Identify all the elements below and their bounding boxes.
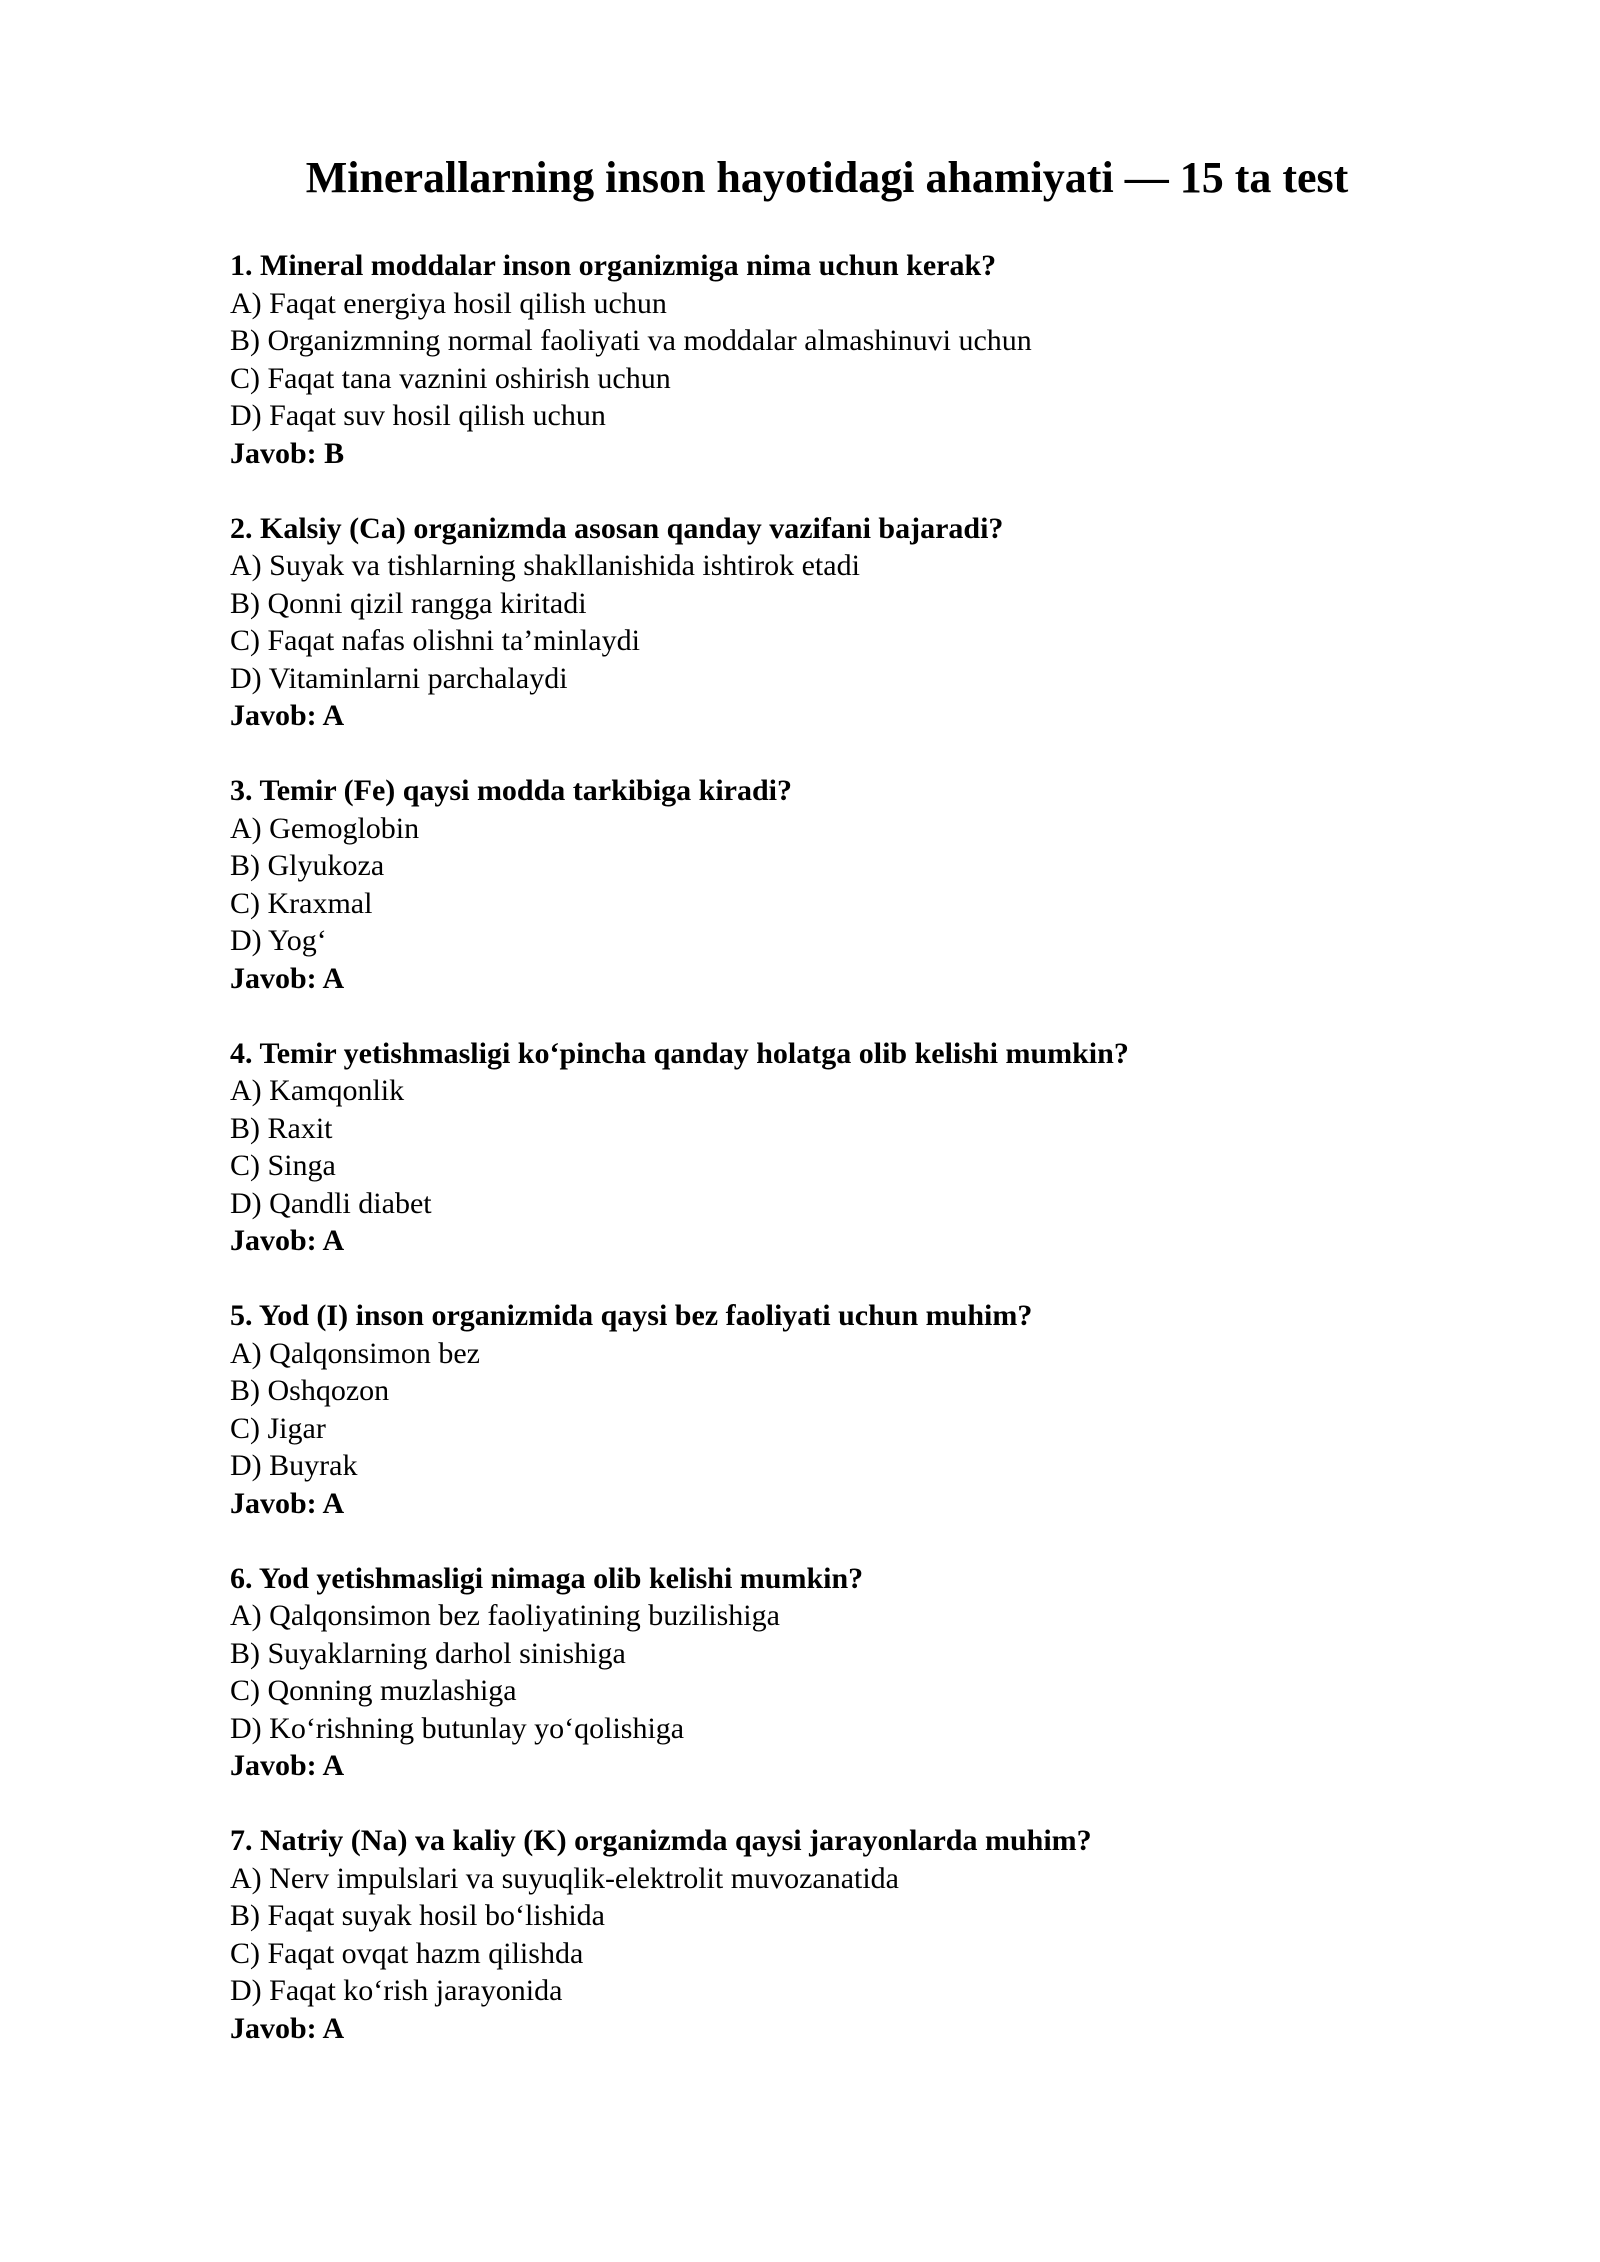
answer-line: Javob: A [230,1749,345,1782]
question-text: 4. Temir yetishmasligi ko‘pincha qanday holatga olib kelishi mumkin? [230,1036,1129,1070]
question-block-2 [230,510,1430,735]
question-block-1 [230,247,1430,472]
question-text: 7. Natriy (Na) va kaliy (K) organizmda qaysi jarayonlarda muhim? [230,1824,1092,1857]
option-d: D) Buyrak [230,1449,358,1482]
question-text: 5. Yod (I) inson organizmida qaysi bez faoliyati uchun muhim? [230,1299,1033,1332]
question-list [230,247,1430,2085]
option-b: B) Glyukoza [230,849,385,882]
option-b: B) Suyaklarning darhol sinishiga [230,1636,626,1670]
document-title: Minerallarning inson hayotidagi ahamiyati — 15 ta test [305,153,1349,202]
option-b: B) Organizmning normal faoliyati va moddalar almashinuvi uchun [230,324,1032,357]
option-c: C) Qonning muzlashiga [230,1674,517,1707]
option-d: D) Yog‘ [230,924,327,957]
option-d: D) Qandli diabet [230,1186,432,1220]
question-block-4 [230,1035,1430,1260]
option-c: C) Faqat ovqat hazm qilishda [230,1936,584,1970]
option-a: A) Faqat energiya hosil qilish uchun [230,286,667,320]
option-c: C) Kraxmal [230,886,373,920]
question-text: 6. Yod yetishmasligi nimaga olib kelishi mumkin? [230,1561,864,1595]
question-block-6 [230,1560,1430,1785]
answer-line: Javob: A [230,2011,345,2045]
option-c: C) Faqat tana vaznini oshirish uchun [230,361,671,395]
answer-line: Javob: A [230,1224,345,1257]
option-b: B) Faqat suyak hosil bo‘lishida [230,1899,605,1932]
option-a: A) Qalqonsimon bez faoliyatining buzilishiga [230,1599,780,1632]
option-c: C) Faqat nafas olishni ta’minlaydi [230,624,640,657]
option-a: A) Gemoglobin [230,811,420,845]
answer-line: Javob: B [230,436,345,470]
answer-line: Javob: A [230,1486,345,1520]
question-text: 3. Temir (Fe) qaysi modda tarkibiga kiradi? [230,774,793,807]
question-block-3 [230,772,1430,997]
question-block-7 [230,1822,1430,2047]
option-a: A) Kamqonlik [230,1074,405,1107]
answer-line: Javob: A [230,961,345,995]
question-text: 1. Mineral moddalar inson organizmiga nima uchun kerak? [230,249,997,282]
option-d: D) Ko‘rishning butunlay yo‘qolishiga [230,1711,685,1745]
option-d: D) Vitaminlarni parchalaydi [230,661,568,695]
option-a: A) Nerv impulslari va suyuqlik-elektrolit muvozanatida [230,1861,899,1895]
option-b: B) Qonni qizil rangga kiritadi [230,586,587,620]
answer-line: Javob: A [230,699,345,732]
option-c: C) Jigar [230,1411,326,1445]
option-a: A) Qalqonsimon bez [230,1336,480,1370]
option-a: A) Suyak va tishlarning shakllanishida ishtirok etadi [230,549,860,582]
question-text: 2. Kalsiy (Ca) organizmda asosan qanday vazifani bajaradi? [230,511,1004,545]
option-c: C) Singa [230,1149,336,1182]
option-d: D) Faqat ko‘rish jarayonida [230,1974,563,2007]
option-d: D) Faqat suv hosil qilish uchun [230,399,606,432]
option-b: B) Raxit [230,1111,333,1145]
option-b: B) Oshqozon [230,1374,390,1407]
question-block-5 [230,1297,1430,1522]
